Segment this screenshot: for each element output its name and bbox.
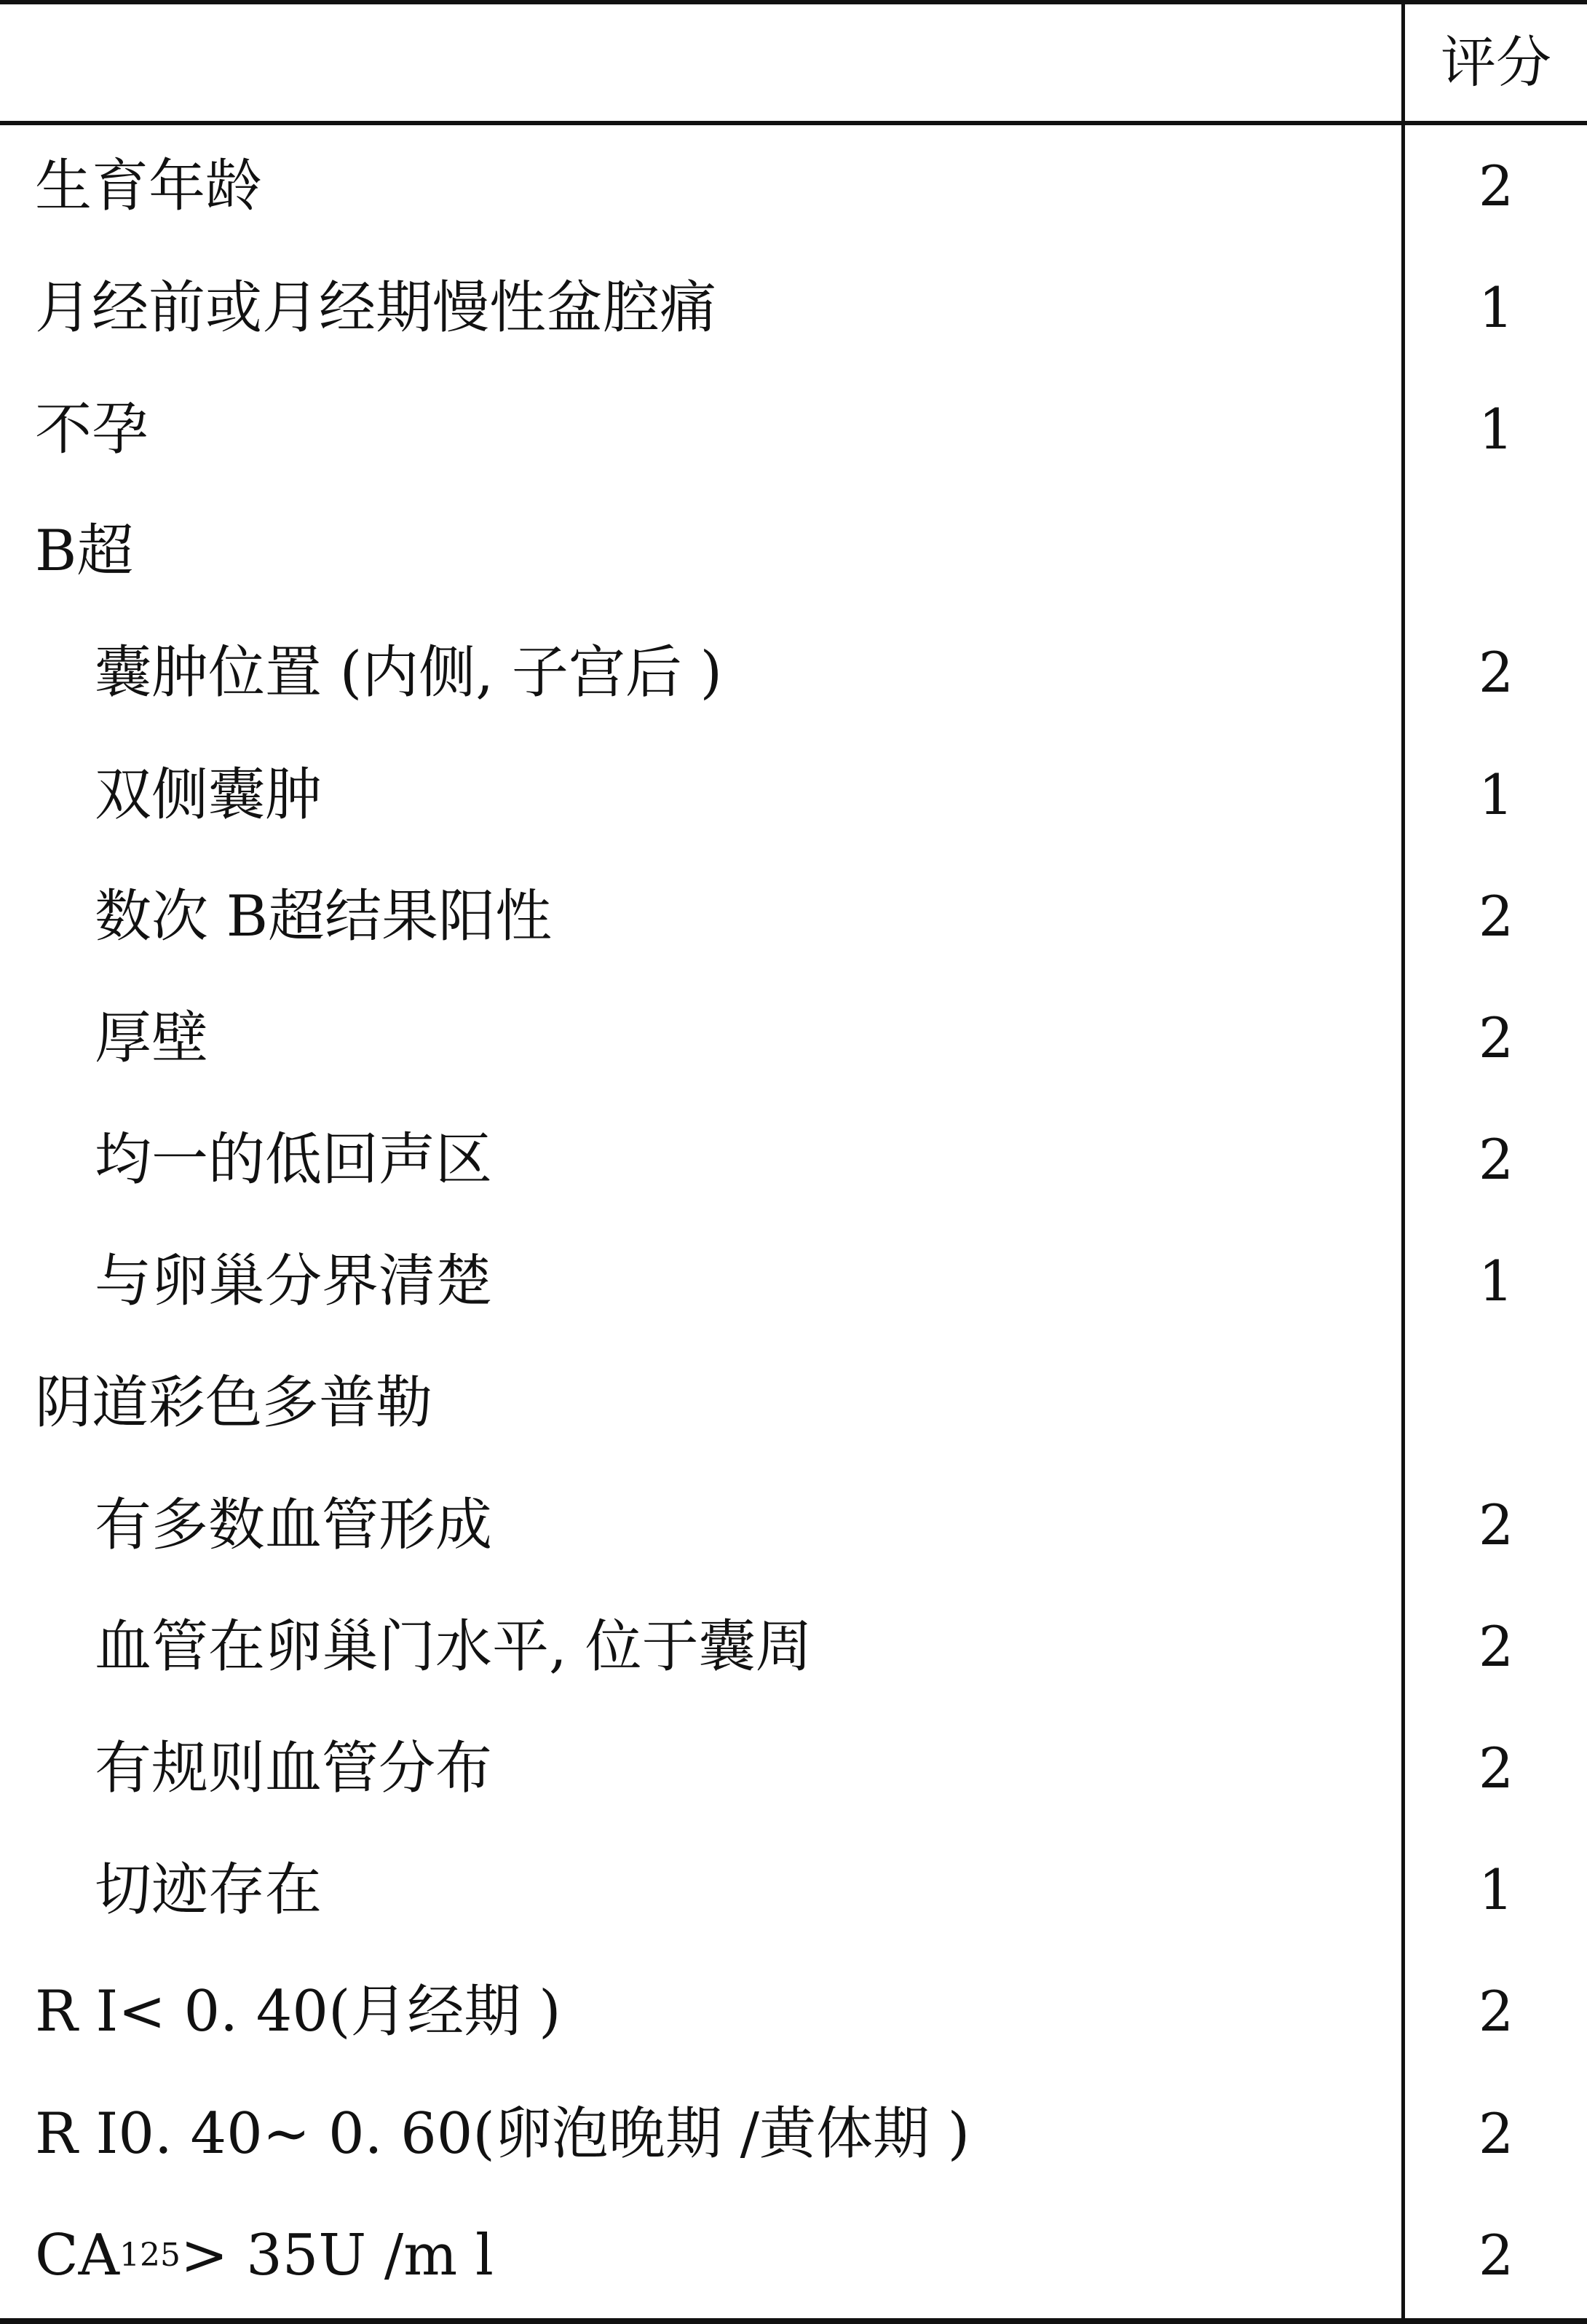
row-score: 2	[1478, 883, 1514, 949]
row-label: 双侧囊肿	[95, 762, 322, 828]
row-score: 2	[1478, 153, 1514, 218]
row-label: 有多数血管形成	[95, 1492, 493, 1558]
row-label: R I< 0. 40(月经期 )	[35, 1979, 561, 2045]
row-label: 数次 B超结果阳性	[95, 883, 553, 949]
table-row	[0, 2073, 1587, 2194]
table-row	[0, 368, 1587, 490]
table-row	[0, 855, 1587, 977]
table-row-section-b-ultrasound	[0, 491, 1587, 612]
table-row	[0, 125, 1587, 247]
row-score	[1405, 1343, 1587, 1464]
row-score: 1	[1478, 1249, 1514, 1314]
row-label: 血管在卵巢门水平, 位于囊周	[95, 1613, 812, 1680]
table-row	[0, 1586, 1587, 1707]
row-label: 厚壁	[95, 1005, 209, 1071]
row-label: 囊肿位置 (内侧, 子宫后 )	[95, 640, 723, 706]
table-row	[0, 247, 1587, 368]
section-label: 阴道彩色多普勒	[35, 1370, 433, 1436]
row-score: 2	[1478, 2100, 1514, 2166]
row-label: 生育年龄	[35, 153, 263, 219]
table-row	[0, 1707, 1587, 1829]
row-score: 1	[1478, 396, 1514, 462]
row-label: 切迹存在	[95, 1857, 322, 1924]
table-row	[0, 1099, 1587, 1221]
table-row	[0, 734, 1587, 855]
table-bottom-rule	[0, 2318, 1587, 2324]
table-top-rule	[0, 0, 1587, 4]
row-score: 2	[1478, 2222, 1514, 2288]
row-score: 1	[1478, 274, 1514, 340]
table-row	[0, 1221, 1587, 1343]
row-score: 1	[1478, 1857, 1514, 1923]
table-row-section-doppler	[0, 1343, 1587, 1464]
row-label: 月经前或月经期慢性盆腔痛	[35, 274, 717, 341]
table-row	[0, 612, 1587, 734]
ca-subscript: 125	[119, 2236, 181, 2274]
row-score: 2	[1478, 640, 1514, 706]
header-score-label: 评分	[1441, 30, 1551, 95]
row-label: 不孕	[35, 396, 149, 462]
row-score: 2	[1478, 1736, 1514, 1801]
table-body	[0, 125, 1587, 2316]
row-score: 2	[1478, 1127, 1514, 1193]
row-label: 均一的低回声区	[95, 1127, 493, 1193]
ca-prefix: CA	[35, 2222, 120, 2288]
row-label: 与卵巢分界清楚	[95, 1249, 493, 1315]
row-score: 2	[1478, 1979, 1514, 2044]
row-label: 有规则血管分布	[95, 1736, 493, 1802]
row-score: 2	[1478, 1613, 1514, 1679]
row-score	[1405, 491, 1587, 612]
table-row	[0, 1830, 1587, 1951]
row-score: 1	[1478, 762, 1514, 827]
ca-suffix: > 35U /m l	[181, 2222, 494, 2288]
table-row	[0, 977, 1587, 1099]
row-score: 2	[1478, 1492, 1514, 1557]
row-label-ca125	[35, 2194, 494, 2316]
section-label: B超	[35, 518, 134, 585]
table-row	[0, 2194, 1587, 2316]
table-row	[0, 1464, 1587, 1586]
table-row	[0, 1951, 1587, 2073]
row-label: R I0. 40~ 0. 60(卵泡晚期 /黄体期 )	[35, 2100, 970, 2167]
row-score: 2	[1478, 1005, 1514, 1070]
